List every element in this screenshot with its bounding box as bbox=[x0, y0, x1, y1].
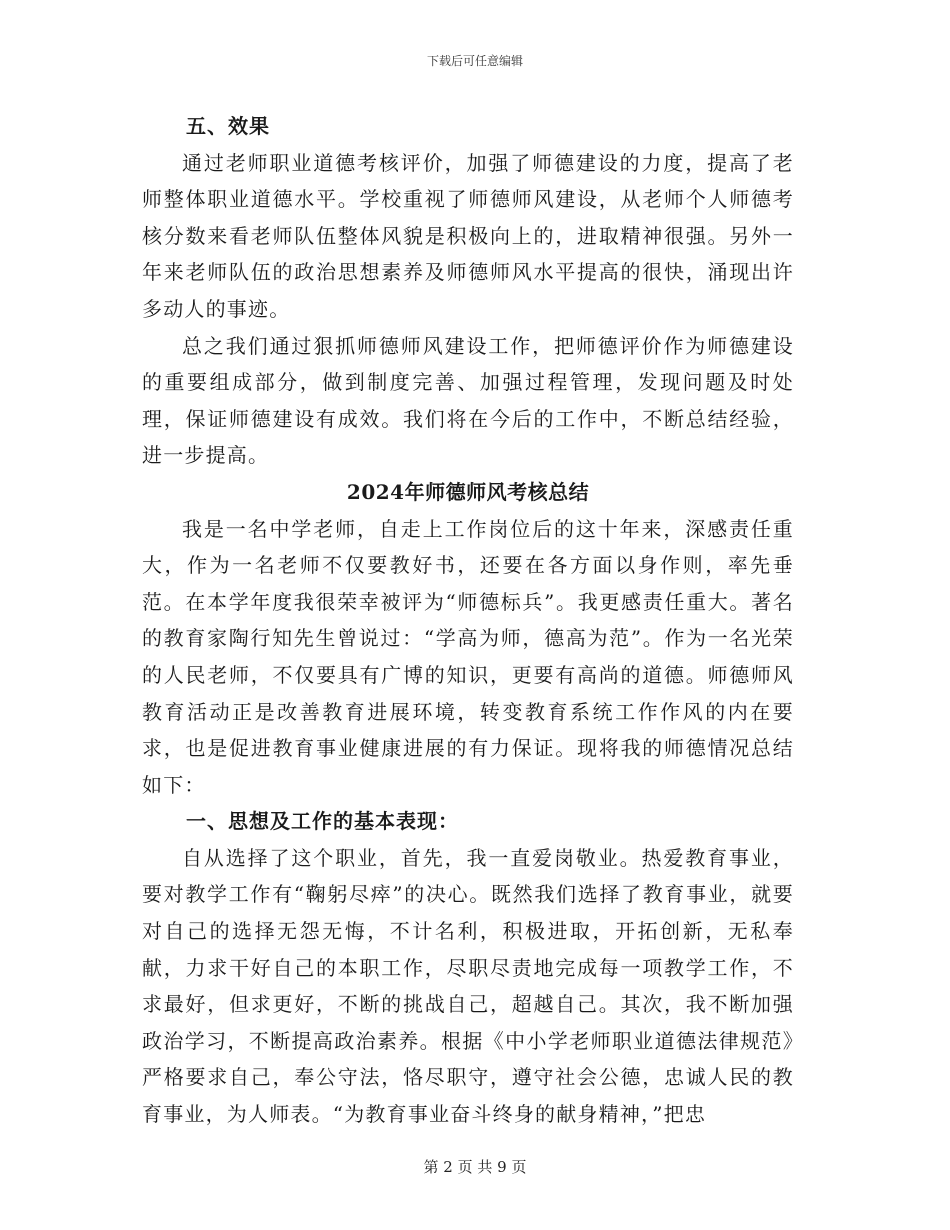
document-body bbox=[142, 108, 794, 1133]
paragraph-intro: 我是一名中学老师，自走上工作岗位后的这十年来，深感责任重大，作为一名老师不仅要教好书，还要在各方面以身作则，率先垂范。在本学年度我很荣幸被评为“师德标兵”。我更感责任重大。著名的教育家陶行知先生曾说过：“学高为师，德高为范”。作为一名光荣的人民老师，不仅要具有广博的知识，更要有高尚的道德。师德师风教育活动正是改善教育进展环境，转变教育系统工作作风的内在要求，也是促进教育事业健康进展的有力保证。现将我的师德情况总结如下： bbox=[142, 516, 794, 797]
page-header-note: 下载后可任意编辑 bbox=[426, 54, 523, 68]
page-number: 第 2 页 共 9 页 bbox=[423, 1158, 527, 1176]
section-heading-effects: 五、效果 bbox=[186, 114, 270, 138]
paragraph-performance: 自从选择了这个职业，首先，我一直爱岗敬业。热爱教育事业，要对教学工作有“鞠躬尽瘁”的决心。既然我们选择了教育事业，就要对自己的选择无怨无悔，不计名利，积极进取，开拓创新，无私奉献，力求干好自己的本职工作，尽职尽责地完成每一项教学工作，不求最好，但求更好，不断的挑战自己，超越自己。其次，我不断加强政治学习，不断提高政治素养。根据《中小学老师职业道德法律规范》严格要求自己，奉公守法，恪尽职守，遵守社会公德，忠诚人民的教育事业，为人师表。“为教育事业奋斗终身的献身精神，”把忠 bbox=[142, 845, 794, 1127]
paragraph-effects: 通过老师职业道德考核评价，加强了师德建设的力度，提高了老师整体职业道德水平。学校重视了师德师风建设，从老师个人师德考核分数来看老师队伍整体风貌是积极向上的，进取精神很强。另外一年来老师队伍的政治思想素养及师德师风水平提高的很快，涌现出许多动人的事迹。 bbox=[142, 150, 794, 321]
paragraph-conclusion: 总之我们通过狠抓师德师风建设工作，把师德评价作为师德建设的重要组成部分，做到制度完善、加强过程管理，发现问题及时处理，保证师德建设有成效。我们将在今后的工作中，不断总结经验，进一步提高。 bbox=[142, 333, 794, 468]
section-heading-performance: 一、思想及工作的基本表现： bbox=[186, 809, 459, 834]
article-title: 2024年师德师风考核总结 bbox=[346, 479, 590, 504]
